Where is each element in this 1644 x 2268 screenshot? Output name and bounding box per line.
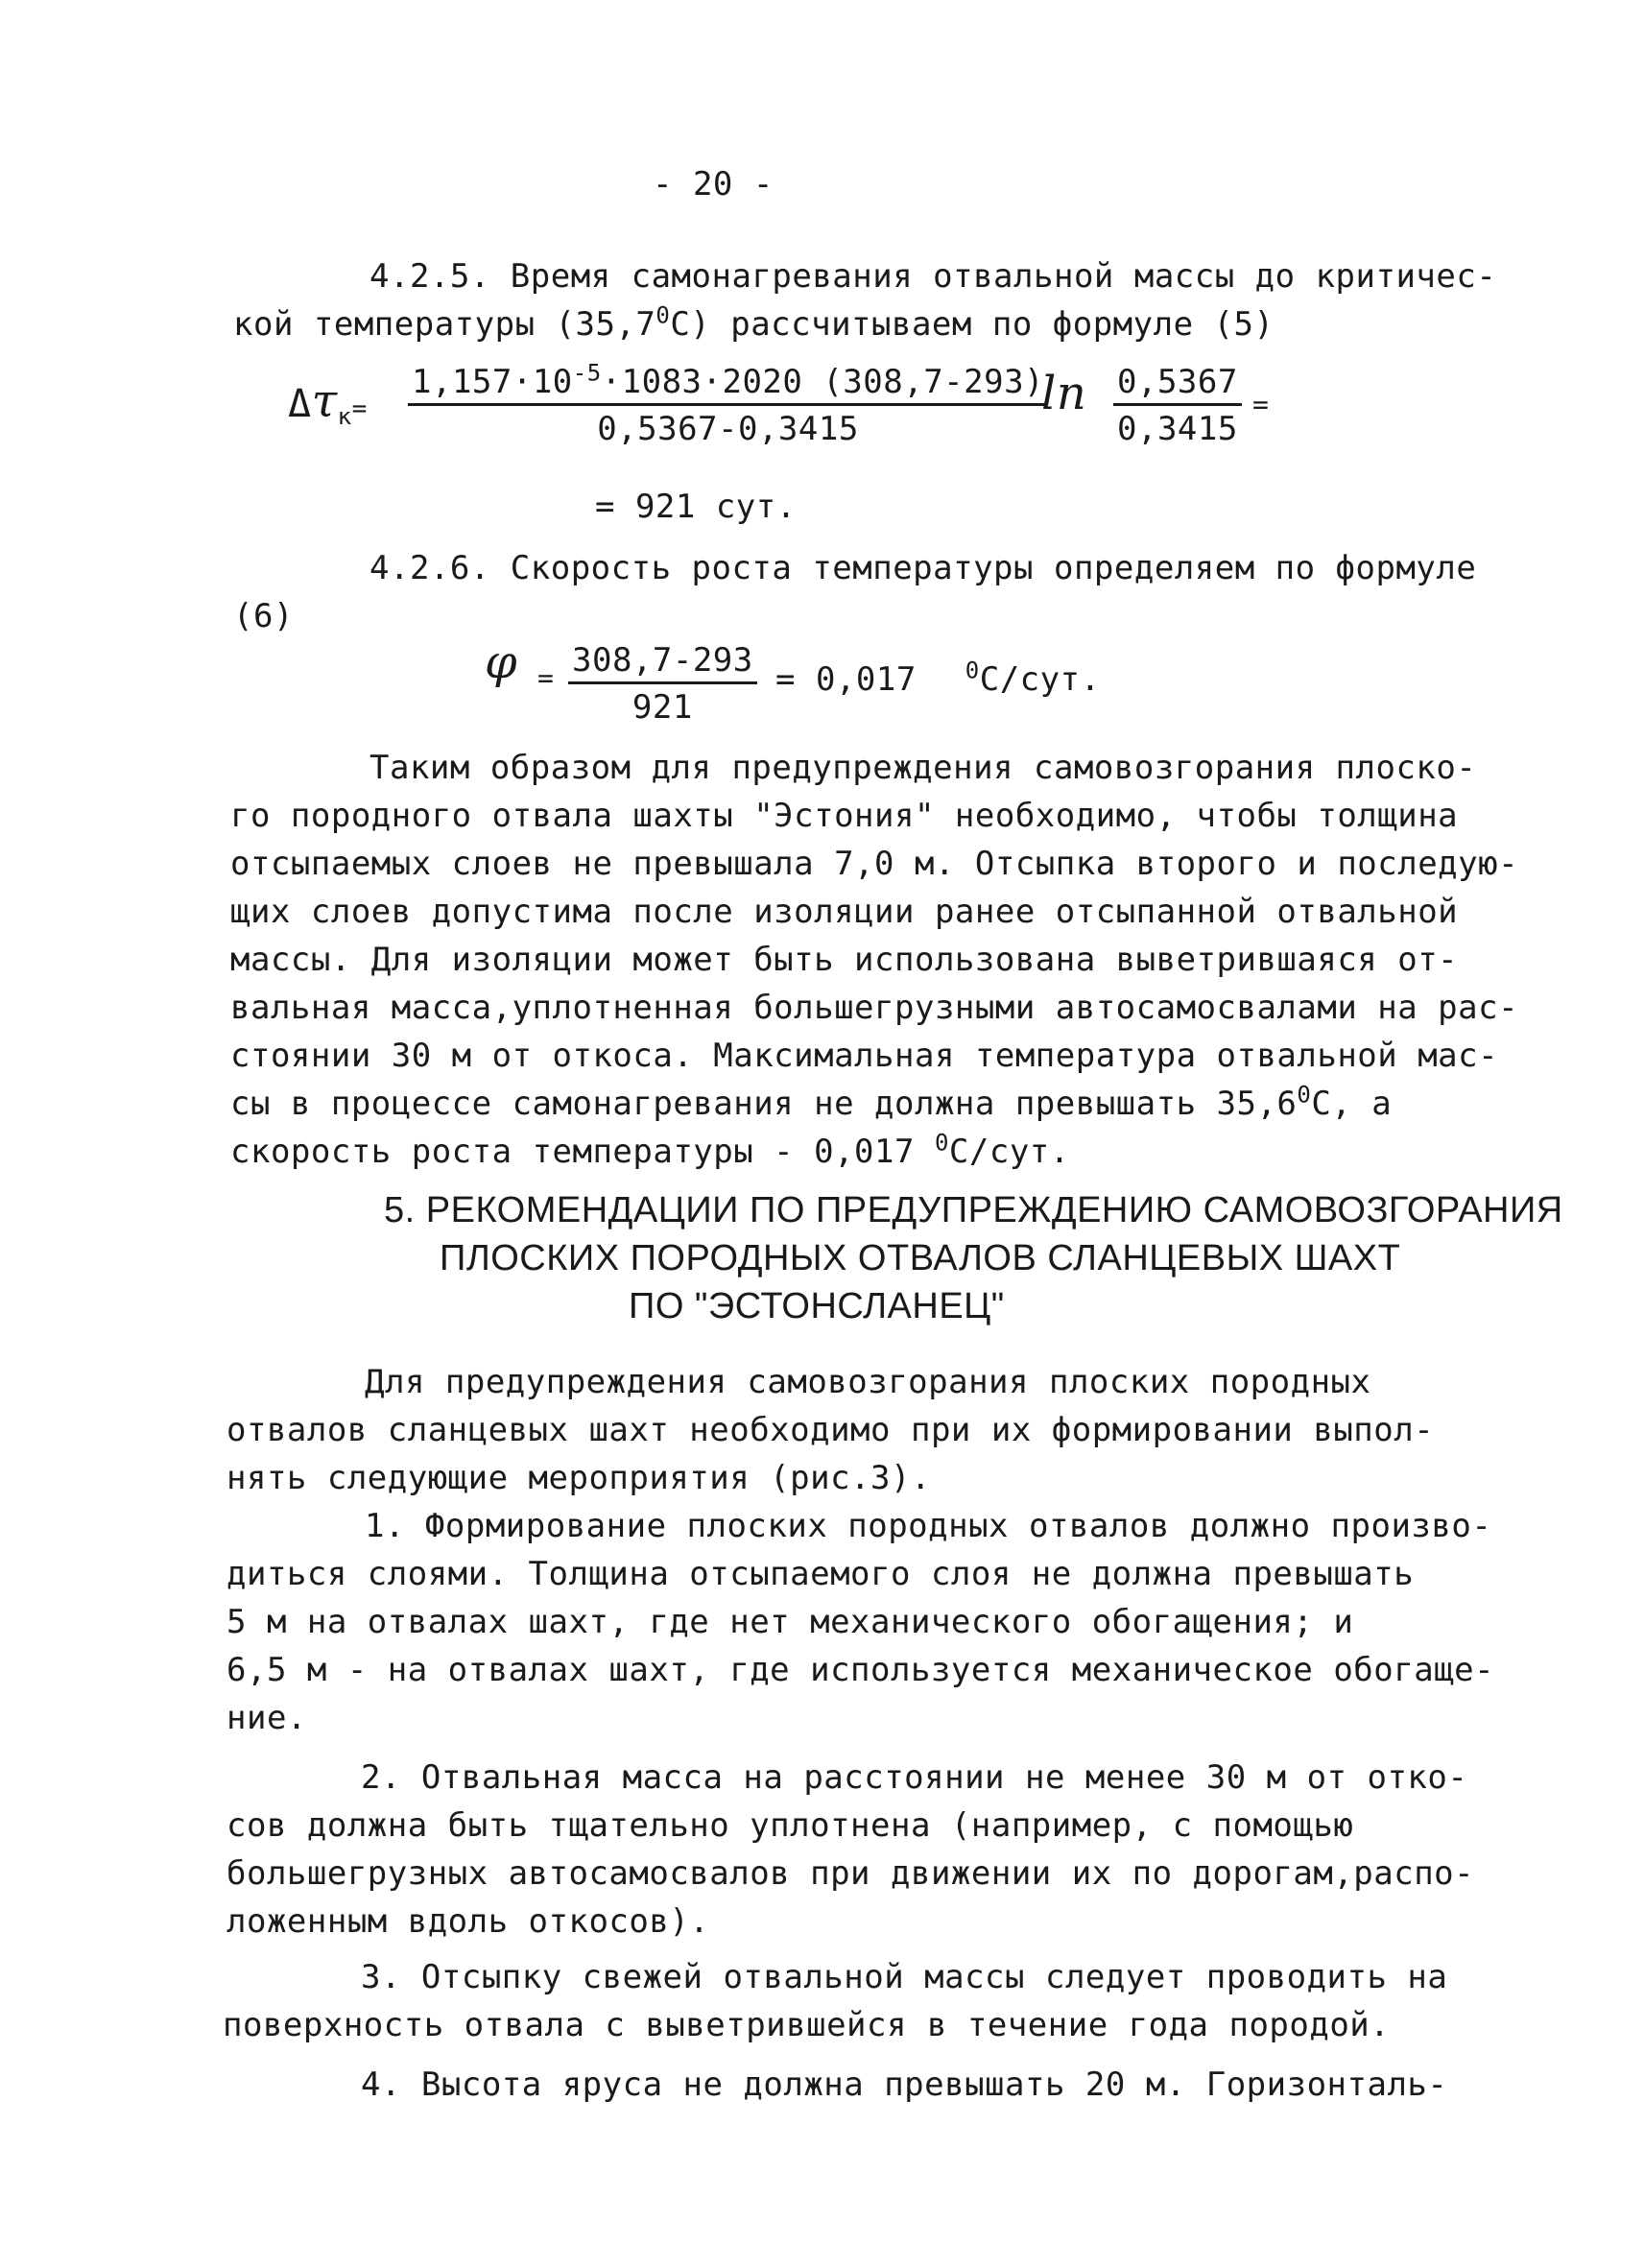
formula5-delta: Δ	[288, 382, 312, 426]
formula5-ln-denominator: 0,3415	[1117, 410, 1238, 448]
para1-line: щих слоев допустима после изоляции ранее отсыпанной отвальной	[230, 893, 1459, 931]
formula6-fraction	[568, 641, 757, 727]
para1-degree: 0	[1297, 1081, 1312, 1109]
section5-heading-line1: 5. РЕКОМЕНДАЦИИ ПО ПРЕДУПРЕЖДЕНИЮ САМОВОЗГОРАНИЯ	[384, 1190, 1563, 1230]
para1-line	[230, 1081, 1393, 1123]
item1-line: ние.	[226, 1699, 307, 1737]
page-number: - 20 -	[653, 165, 774, 203]
formula5-main-fraction	[408, 359, 1048, 448]
para1-last-a: скорость роста температуры - 0,017	[230, 1133, 935, 1171]
formula5-num-b: ·1083·2020 (308,7-293)	[601, 363, 1045, 401]
formula5-ln-numerator: 0,5367	[1113, 363, 1242, 406]
formula5-eq: =	[351, 394, 368, 423]
formula6-result-degree: 0	[965, 657, 980, 684]
para1-line8-end: С, а	[1311, 1085, 1393, 1123]
para1-line: отсыпаемых слоев не превышала 7,0 м. Отсыпка второго и последую-	[230, 845, 1519, 883]
formula6-numerator: 308,7-293	[568, 641, 757, 684]
formula6-phi: φ	[485, 635, 518, 689]
s425-line2-degree: 0	[655, 301, 671, 329]
para1-line: стоянии 30 м от откоса. Максимальная температура отвальной мас-	[230, 1037, 1499, 1075]
item1-line: 5 м на отвалах шахт, где нет механического обогащения; и	[226, 1603, 1354, 1641]
formula5-num-sup: -5	[572, 359, 602, 387]
s426-line2: (6)	[233, 597, 294, 635]
item1-line: 6,5 м - на отвалах шахт, где используется механическое обогаще-	[226, 1651, 1495, 1689]
item2-line: сов должна быть тщательно уплотнена (например, с помощью	[226, 1806, 1354, 1845]
para1-last-b: С/сут.	[948, 1133, 1070, 1171]
formula5-ln-fraction	[1113, 363, 1242, 448]
formula6-result-b: С/сут.	[979, 660, 1101, 699]
item2-line: большегрузных автосамосвалов при движении их по дорогам,распо-	[226, 1854, 1475, 1893]
item3-line: 3. Отсыпку свежей отвальной массы следует проводить на	[361, 1958, 1448, 1996]
s425-line2-text: кой температуры (35,7	[233, 305, 656, 344]
formula5-num-a: 1,157·10	[412, 363, 573, 401]
para1-line: вальная масса,уплотненная большегрузными автосамосвалами на рас-	[230, 989, 1519, 1027]
item3-line: поверхность отвала с выветрившейся в течение года породой.	[223, 2006, 1391, 2044]
para1-line: го породного отвала шахты "Эстония" необходимо, чтобы толщина	[230, 797, 1459, 835]
formula5-tail-eq: =	[1252, 389, 1270, 420]
para1-last-degree: 0	[934, 1129, 949, 1157]
formula5-lhs	[288, 374, 368, 428]
item1-line: диться слоями. Толщина отсыпаемого слоя не должна превышать	[226, 1555, 1415, 1593]
s426-line1: 4.2.6. Скорость роста температуры определяем по формуле	[369, 549, 1477, 587]
s425-line1: 4.2.5. Время самонагревания отвальной массы до критичес-	[369, 257, 1497, 296]
para1-line: Таким образом для предупреждения самовозгорания плоско-	[369, 749, 1477, 787]
s425-line2-end: С) рассчитываем по формуле (5)	[670, 305, 1275, 344]
item2-line: 2. Отвальная масса на расстоянии не менее 30 м от отко-	[361, 1758, 1468, 1797]
para2-line: отвалов сланцевых шахт необходимо при их формировании выпол-	[226, 1411, 1435, 1449]
section5-heading-line3: ПО "ЭСТОНСЛАНЕЦ"	[629, 1286, 1005, 1326]
formula6-denominator: 921	[631, 688, 693, 727]
item1-line: 1. Формирование плоских породных отвалов должно произво-	[365, 1507, 1492, 1545]
para1-last-line	[230, 1129, 1070, 1171]
s425-line2	[233, 301, 1275, 344]
para1-line: массы. Для изоляции может быть использована выветрившаяся от-	[230, 941, 1459, 979]
item2-line: ложенным вдоль откосов).	[226, 1902, 710, 1941]
formula5-ln: ln	[1041, 367, 1087, 420]
formula5-denominator: 0,5367-0,3415	[597, 410, 859, 448]
formula6-eq: =	[537, 662, 555, 694]
formula5-tau: τ	[311, 374, 338, 428]
formula5-result: = 921 сут.	[595, 488, 797, 526]
formula5-sub: к	[337, 402, 352, 430]
formula6-result	[775, 657, 1101, 699]
para2-line: нять следующие мероприятия (рис.3).	[226, 1459, 931, 1497]
section5-heading-line2: ПЛОСКИХ ПОРОДНЫХ ОТВАЛОВ СЛАНЦЕВЫХ ШАХТ	[440, 1238, 1401, 1278]
formula6-result-a: = 0,017	[775, 660, 917, 699]
item4-line: 4. Высота яруса не должна превышать 20 м. Горизонталь-	[361, 2065, 1448, 2104]
para2-line: Для предупреждения самовозгорания плоских породных	[365, 1363, 1371, 1401]
para1-line8-text: сы в процессе самонагревания не должна превышать 35,6	[230, 1085, 1298, 1123]
formula5-numerator	[408, 359, 1048, 406]
